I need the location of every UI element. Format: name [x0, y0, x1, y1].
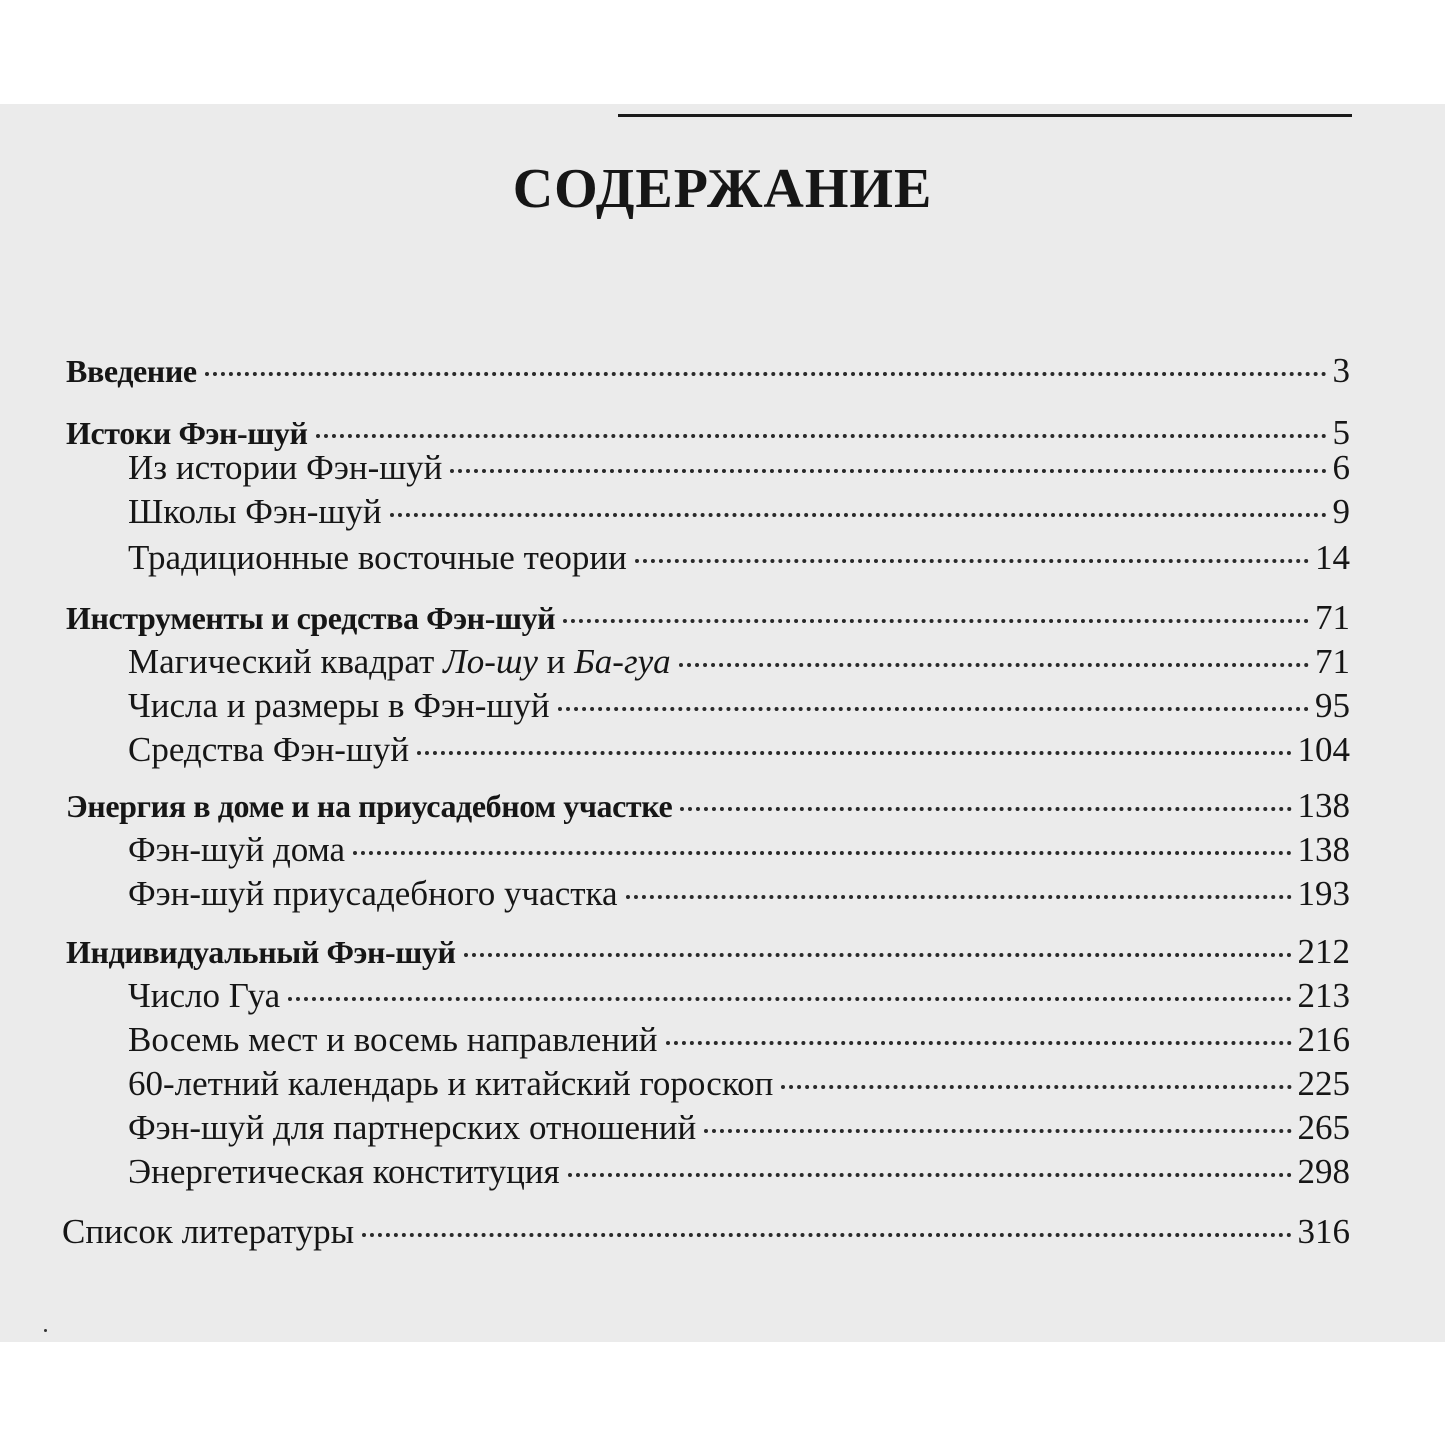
document-page [0, 104, 1445, 1342]
toc-entry [66, 930, 1350, 974]
toc-entry-label: Традиционные восточные теории [128, 538, 627, 577]
dot-leader [704, 1129, 1291, 1133]
toc-entry-label: Восемь мест и восемь направлений [128, 1020, 658, 1059]
toc-entry [128, 640, 1350, 684]
toc-entry-label: Список литературы [62, 1212, 355, 1251]
toc-entry-page: 298 [1297, 1152, 1350, 1191]
toc-entry-page: 212 [1297, 932, 1350, 971]
toc-entry-label: 60-летний календарь и китайский гороскоп [128, 1064, 774, 1103]
toc-entry [128, 490, 1350, 534]
toc-entry-page: 316 [1297, 1212, 1350, 1251]
toc-entry-label: Энергия в доме и на приусадебном участке [66, 788, 673, 824]
toc-entry-page: 193 [1297, 874, 1350, 913]
toc-entry-label: Энергетическая конституция [128, 1152, 560, 1191]
page-title: СОДЕРЖАНИЕ [512, 158, 933, 220]
toc-entry [128, 446, 1350, 490]
toc-entry-page: 265 [1297, 1108, 1350, 1147]
toc-entry-label: Число Гуа [128, 976, 281, 1015]
toc-entry-label: Инструменты и средства Фэн-шуй [66, 600, 556, 636]
dot-leader [362, 1233, 1291, 1237]
toc-entry-page: 6 [1332, 448, 1350, 487]
toc-entry-label: Истоки Фэн-шуй [66, 415, 308, 451]
toc-entry [128, 536, 1350, 580]
toc-entry-label: Магический квадрат Ло-шу и Ба-гуа [128, 642, 671, 681]
toc-entry [128, 974, 1350, 1018]
dot-leader [464, 953, 1292, 957]
toc-entry-page: 216 [1297, 1020, 1350, 1059]
dot-leader [316, 434, 1327, 438]
dot-leader [205, 372, 1327, 376]
toc-entry [128, 684, 1350, 728]
dot-leader [390, 513, 1327, 517]
toc-entry-label: Фэн-шуй приусадебного участка [128, 874, 618, 913]
toc-entry-label: Введение [66, 353, 197, 389]
toc-entry-page: 14 [1315, 538, 1350, 577]
toc-entry-page: 225 [1297, 1064, 1350, 1103]
dot-leader [635, 559, 1309, 563]
toc-entry [128, 728, 1350, 772]
toc-entry-page: 5 [1332, 413, 1350, 452]
toc-entry-label: Числа и размеры в Фэн-шуй [128, 686, 550, 725]
toc-entry-page: 213 [1297, 976, 1350, 1015]
table-of-contents [0, 104, 1445, 1342]
toc-entry-page: 104 [1297, 730, 1350, 769]
toc-entry [128, 1106, 1350, 1150]
toc-entry [128, 872, 1350, 916]
toc-entry [66, 784, 1350, 828]
toc-entry-page: 95 [1315, 686, 1350, 725]
toc-entry-page: 3 [1332, 351, 1350, 390]
toc-entry-label: Фэн-шуй дома [128, 830, 346, 869]
toc-entry-page: 9 [1332, 492, 1350, 531]
toc-entry [66, 349, 1350, 393]
page-speck [44, 1329, 47, 1332]
toc-entry [128, 1150, 1350, 1194]
dot-leader [558, 707, 1309, 711]
dot-leader [563, 619, 1309, 623]
toc-entry-label: Индивидуальный Фэн-шуй [66, 934, 456, 970]
toc-entry [128, 1018, 1350, 1062]
toc-entry-page: 71 [1315, 642, 1350, 681]
toc-entry-label: Фэн-шуй для партнерских отношений [128, 1108, 697, 1147]
dot-leader [626, 895, 1292, 899]
toc-entry [62, 1210, 1350, 1254]
dot-leader [680, 807, 1291, 811]
dot-leader [450, 469, 1326, 473]
dot-leader [781, 1085, 1291, 1089]
dot-leader [568, 1173, 1292, 1177]
toc-entry [66, 596, 1350, 640]
toc-entry-page: 71 [1315, 598, 1350, 637]
toc-entry-label: Школы Фэн-шуй [128, 492, 382, 531]
dot-leader [679, 663, 1309, 667]
toc-entry [128, 828, 1350, 872]
dot-leader [353, 851, 1291, 855]
toc-entry [128, 1062, 1350, 1106]
toc-entry-page: 138 [1297, 830, 1350, 869]
dot-leader [417, 751, 1291, 755]
dot-leader [666, 1041, 1292, 1045]
dot-leader [288, 997, 1291, 1001]
toc-entry-label: Из истории Фэн-шуй [128, 448, 443, 487]
toc-entry-page: 138 [1297, 786, 1350, 825]
toc-entry-label: Средства Фэн-шуй [128, 730, 410, 769]
